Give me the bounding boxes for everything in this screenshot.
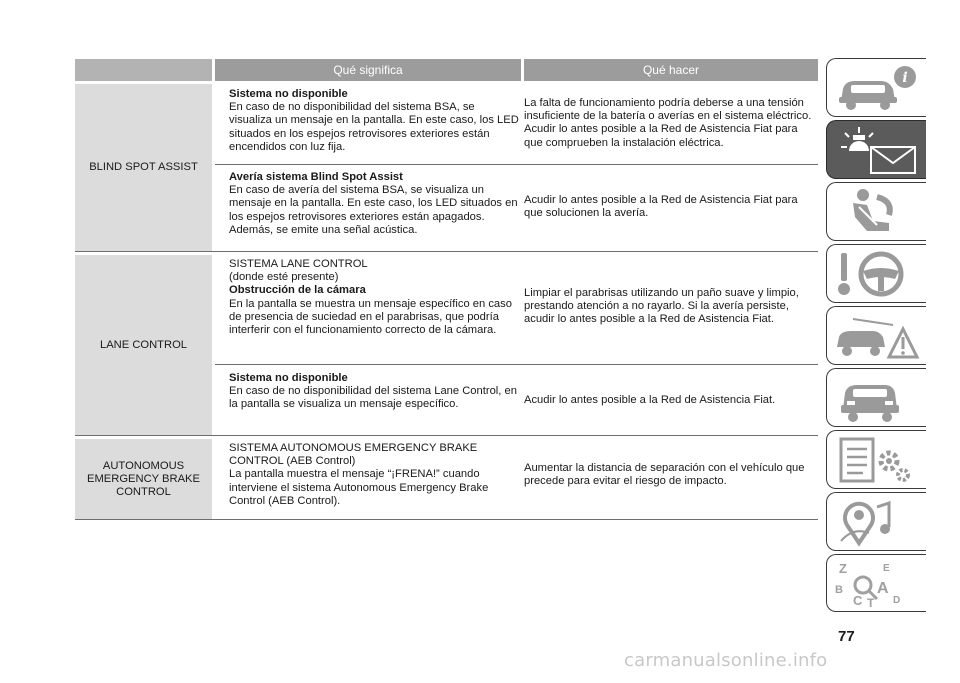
table-bottom-rule (75, 519, 818, 520)
tab-safety[interactable] (826, 182, 926, 241)
item-action: Aumentar la distancia de separación con el vehículo que precede para evitar el riesgo de impacto. (524, 462, 805, 488)
table-row (215, 255, 818, 365)
warning-light-message-icon (833, 125, 923, 175)
item-body: En caso de no disponibilidad del sistema Lane Control, en la pantalla se visualiza un mensaje específico. (229, 385, 517, 411)
key-steering-wheel-icon (833, 249, 923, 299)
header-what-it-means: Qué significa (215, 59, 521, 81)
row-label: AUTONOMOUS EMERGENCY BRAKE CONTROL (75, 439, 212, 519)
car-info-icon (833, 63, 923, 113)
item-title: Obstrucción de la cámara (229, 284, 366, 297)
item-body: En caso de no disponibilidad del sistema BSA, se visualiza un mensaje en la pantalla. En este caso, los LED situados en los espejos retrovisores exteriores están encendidos con luz fija. (229, 101, 519, 153)
table-row (215, 171, 818, 251)
tab-maintenance[interactable] (826, 368, 926, 427)
index-letter: C (853, 593, 863, 608)
system-name: SISTEMA AUTONOMOUS EMERGENCY BRAKE CONTROL (AEB Control) (229, 442, 478, 468)
item-body: En la pantalla se muestra un mensaje específico en caso de presencia de suciedad en el parabrisas, que podría interferir con el funcionamiento correcto de la cámara. (229, 297, 512, 337)
car-emergency-icon (833, 311, 923, 361)
table-row (215, 84, 818, 165)
row-label: LANE CONTROL (75, 255, 212, 435)
tab-technical-data[interactable] (826, 430, 926, 489)
index-letter: T (867, 596, 875, 609)
index-icon (833, 559, 923, 609)
index-letter: E (883, 563, 890, 574)
header-blank-cell (75, 59, 212, 81)
item-action: Limpiar el parabrisas utilizando un paño suave y limpio, prestando atención a no rayarlo. Si la avería persiste, acudir lo antes posible a la Red de Asistencia Fiat. (524, 287, 799, 326)
svg-text:i: i (902, 70, 908, 86)
car-service-icon (833, 373, 923, 423)
item-body: En caso de avería del sistema BSA, se visualiza un mensaje en la pantalla. En este caso, los LED situados en los espejos retrovisores exteriores están apagados. Además, se emite una señal acústica. (229, 184, 518, 236)
tab-multimedia[interactable] (826, 492, 926, 551)
availability-note: (donde esté presente) (229, 271, 339, 284)
tab-emergency[interactable] (826, 306, 926, 365)
item-action: La falta de funcionamiento podría deberse a una tensión insuficiente de la batería o averías en el sistema eléctrico. Acudir lo antes posible a la Red de Asistencia Fiat para que comprueben la instalación eléctrica. (524, 97, 812, 149)
tab-starting-driving[interactable] (826, 244, 926, 303)
row-autonomous-emergency-brake (75, 439, 818, 519)
tab-index[interactable] (826, 554, 926, 612)
item-title: Sistema no disponible (229, 372, 348, 384)
system-name: SISTEMA LANE CONTROL (229, 258, 368, 270)
tab-car-info[interactable] (826, 58, 926, 117)
watermark: carmanualsonline.info (624, 650, 828, 671)
row-divider (75, 435, 818, 436)
table-row (215, 439, 818, 519)
row-label: BLIND SPOT ASSIST (75, 84, 212, 251)
row-blind-spot-assist (75, 84, 818, 251)
table-row (215, 370, 818, 435)
row-lane-control (75, 255, 818, 435)
item-action: Acudir lo antes posible a la Red de Asistencia Fiat. (524, 394, 776, 406)
row-divider (75, 251, 818, 252)
tab-warning-lights[interactable] (826, 120, 926, 179)
item-title: Sistema no disponible (229, 88, 348, 100)
item-action: Acudir lo antes posible a la Red de Asistencia Fiat para que solucionen la avería. (524, 194, 798, 220)
index-letter: B (835, 584, 843, 596)
index-letter: Z (839, 561, 847, 576)
item-title: Avería sistema Blind Spot Assist (229, 171, 403, 183)
seat-airbag-icon (833, 187, 923, 237)
multimedia-icon (833, 497, 923, 547)
page-number: 77 (838, 628, 855, 645)
index-letter: A (877, 580, 889, 597)
item-body: La pantalla muestra el mensaje “¡FRENA!” cuando interviene el sistema Autonomous Emergency Brake Control (AEB Control). (229, 468, 489, 507)
header-what-to-do: Qué hacer (524, 59, 818, 81)
index-letter: D (893, 595, 901, 606)
technical-data-icon (833, 435, 923, 485)
